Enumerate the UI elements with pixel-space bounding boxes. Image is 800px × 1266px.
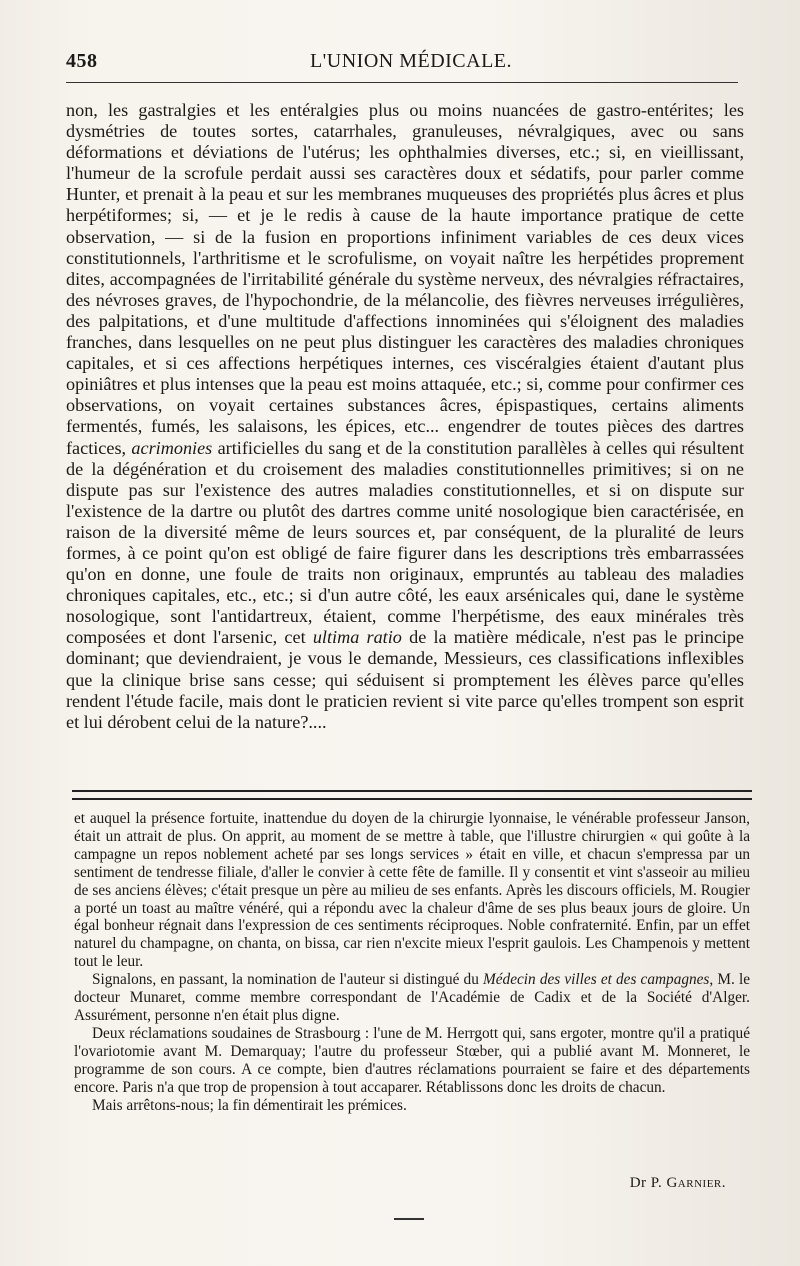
main-text-block <box>66 100 744 733</box>
note-2-part-a: Signalons, en passant, la nomination de l'auteur si distingué du <box>92 971 479 989</box>
bottom-rule <box>394 1218 424 1220</box>
note-2-part-b: , M. le docteur Munaret, comme membre correspondant de l'Académie de Cadix et de la Société d'Alger. Assurément, personne n'en était plus digne. <box>74 971 750 1024</box>
page-number: 458 <box>66 50 98 72</box>
page-header <box>66 48 756 76</box>
note-paragraph-3: Deux réclamations soudaines de Strasbourg : l'une de M. Herrgott qui, sans ergoter, montre qu'il a pratiqué l'ovariotomie avant M. Demarquay; l'autre du professeur Stœber, qui a publié avant M. Monneret, le programme de son cours. A ce compte, bien d'autres réclamations pourraient se faire et des départements encore. Paris n'a que trop de propension à tout accaparer. Rétablissons donc les droits de chacun. <box>74 1024 750 1096</box>
author-signature <box>630 1175 726 1192</box>
note-paragraph-4: Mais arrêtons-nous; la fin démentirait les prémices. <box>92 1096 407 1114</box>
italic-title-medecin: Médecin des villes et des campagnes <box>483 971 710 989</box>
italic-term-ultima-ratio: ultima ratio <box>312 627 402 648</box>
main-text-part-2: artificielles du sang et de la constitution parallèles à celles qui résultent de la dégénération et du croisement des maladies constitutionnelles primitives; si on ne dispute pas sur l'existence des autres maladies constitutionnelles, et si on dispute sur l'existence de la dartre ou plutôt des dartres comme unité nosologique bien caractérisée, en raison de la diversité même de leurs sources et, par conséquent, de la pluralité de leurs formes, à ce point qu'on est obligé de faire figurer dans les descriptions très embarrassées qu'on en donne, une foule de traits non originaux, empruntés au tableau des maladies chroniques capitales, etc., etc.; si d'un autre côté, les eaux arsénicales qui, dane le système nosologique, sont l'antidartreux, étaient, comme l'herpétisme, des eaux minérales très composées et dont l'arsenic, cet <box>66 437 744 648</box>
signature-name: Garnier. <box>666 1175 726 1191</box>
note-paragraph-1: et auquel la présence fortuite, inattendue du doyen de la chirurgie lyonnaise, le vénérable professeur Janson, était un attrait de plus. On apprit, au moment de se mettre à table, que l'illustre chirurgien « qui goûte à la campagne un repos noblement acheté par ses longs services » était en ville, et chacun s'empressa par un sentiment de tendresse filiale, d'aller le convier à cette fête de famille. Il y consentit et vint s'asseoir au milieu de ses anciens élèves; c'était presque un père au milieu de ses enfants. Après les discours officiels, M. Rougier a porté un toast au maître vénéré, qui a répondu avec la chaleur d'âme de ses plus beaux jours de gloire. Un égal bonheur régnait dans l'expression de ces sentiments réciproques. Noble confraternité. Enfin, par un effet naturel du champagne, on chanta, on bissa, car rien n'excite mieux l'esprit gaulois. Les Champenois y mettent tout le leur. <box>74 810 750 971</box>
italic-term-acrimonies: acrimonies <box>131 437 213 458</box>
section-separator-rule <box>72 790 752 800</box>
main-text-part-3: de la matière médicale, n'est pas le principe dominant; que deviendraient, je vous le demande, Messieurs, ces classifications inflexibles que la clinique brise sans cesse; qui séduisent si promptement les élèves parce qu'elles rendent l'étude facile, mais dont le praticien revient si vite parce qu'elles trompent son esprit et lui dérobent celui de la nature?.... <box>66 627 745 732</box>
feuilleton-notes <box>74 810 750 1114</box>
header-rule <box>66 82 738 83</box>
note-paragraph-2 <box>74 971 750 1025</box>
main-text-part-1: non, les gastralgies et les entéralgies plus ou moins nuancées de gastro-entérites; les dysmétries de toutes sortes, catarrhales, granuleuses, névralgiques, avec ou sans déformations et déviations de l'utérus; les ophthalmies diverses, etc.; si, en vieillissant, l'humeur de la scrofule perdait aussi ses caractères doux et sédatifs, pour parler comme Hunter, et prenait à la peau et sur les membranes muqueuses des propriétés plus âcres et plus herpétiformes; si, — et je le redis à cause de la haute importance pratique de cette observation, — si de la fusion en proportions infiniment variables de ces deux vices constitutionnels, l'arthritisme et le scrofulisme, on voyait naître les herpétides proprement dites, accompagnées de l'irritabilité générale du système nerveux, des névralgies réfractaires, des névroses graves, de l'hypochondrie, de la mélancolie, des fièvres nerveuses irrégulières, des palpitations, et d'une multitude d'affections innominées qui s'éloignent des maladies franches, dans lesquelles on ne peut plus distinguer les caractères des maladies chroniques capitales, et si ces affections herpétiques internes, ces viscéralgies étaient d'autant plus opiniâtres et plus intenses que la peau est moins attaquée, etc.; si, comme pour confirmer ces observations, on voyait certaines substances âcres, épispastiques, certains aliments fermentés, fumés, les salaisons, les épices, etc... engendrer de toutes pièces des dartres factices, <box>66 100 744 458</box>
main-paragraph <box>66 100 744 733</box>
running-title: L'UNION MÉDICALE. <box>309 50 513 72</box>
signature-prefix: Dr P. <box>629 1175 663 1191</box>
